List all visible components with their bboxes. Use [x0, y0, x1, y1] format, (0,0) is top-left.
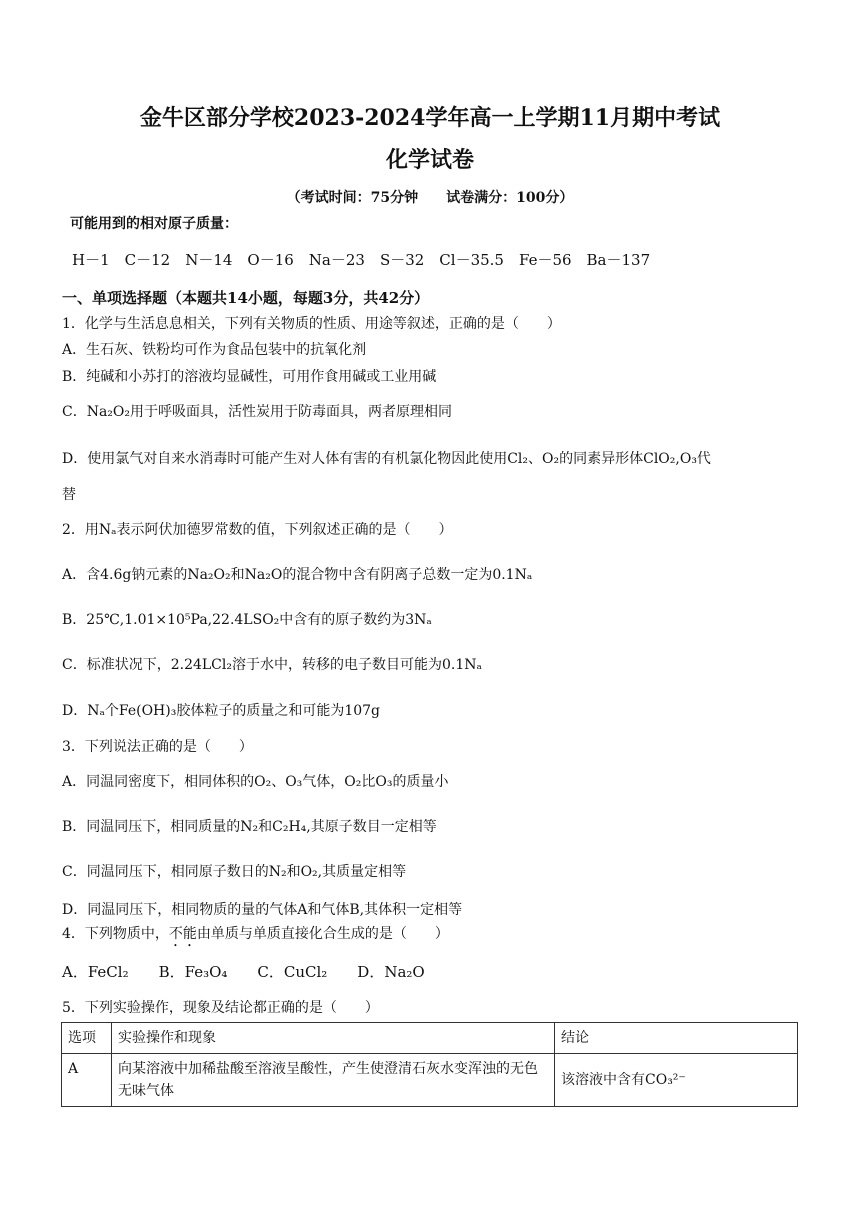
q1-option-c: C．Na₂O₂用于呼吸面具，活性炭用于防毒面具，两者原理相同: [62, 404, 453, 420]
q1-option-b: B．纯碱和小苏打的溶液均显碱性，可用作食用碱或工业用碱: [62, 369, 437, 385]
q4-stem-post: 由单质与单质直接化合生成的是（ ）: [196, 926, 449, 942]
q4-stem-pre: 4．下列物质中，: [62, 926, 169, 942]
table-cell: A: [62, 1054, 112, 1107]
table-header-cell: 实验操作和现象: [112, 1023, 555, 1054]
q3-option-c: C．同温同压下，相同原子数日的N₂和O₂,其质量定相等: [62, 864, 407, 880]
q2-option-a: A．含4.6g钠元素的Na₂O₂和Na₂O的混合物中含有阴离子总数一定为0.1Nₐ: [62, 567, 533, 583]
q3-option-a: A．同温同密度下，相同体积的O₂、O₃气体，O₂比O₃的质量小: [62, 774, 449, 790]
q2-option-b: B．25℃,1.01×10⁵Pa,22.4LSO₂中含有的原子数约为3Nₐ: [62, 612, 432, 628]
table-header-cell: 结论: [555, 1023, 798, 1054]
q4-options: A．FeCl₂ B．Fe₃O₄ C．CuCl₂ D．Na₂O: [62, 963, 425, 981]
q2-option-c: C．标准状况下，2.24LCl₂溶于水中，转移的电子数目可能为0.1Nₐ: [62, 657, 482, 673]
exam-title: 金牛区部分学校2023-2024学年高一上学期11月期中考试: [139, 105, 721, 131]
q5-stem: 5．下列实验操作，现象及结论都正确的是（ ）: [62, 1000, 379, 1016]
q4-stem: [62, 924, 449, 950]
table-cell: 该溶液中含有CO₃²⁻: [555, 1054, 798, 1107]
atomic-mass-values: H－1 C－12 N－14 O－16 Na－23 S－32 Cl－35.5 Fe－56 Ba－137: [72, 251, 651, 269]
table-cell: 向某溶液中加稀盐酸至溶液呈酸性，产生使澄清石灰水变浑浊的无色无味气体: [112, 1054, 555, 1107]
table-header-row: [62, 1023, 798, 1054]
q1-option-d-line2: 替: [62, 487, 76, 503]
q1-option-a: A．生石灰、铁粉均可作为食品包装中的抗氧化剂: [62, 342, 367, 358]
q3-option-d: D．同温同压下，相同物质的量的气体A和气体B,其体积一定相等: [62, 902, 463, 918]
exam-subject: 化学试卷: [385, 147, 474, 173]
q3-option-b: B．同温同压下，相同质量的N₂和C₂H₄,其原子数目一定相等: [62, 819, 437, 835]
q3-stem: 3．下列说法正确的是（ ）: [62, 739, 253, 755]
q2-option-d: D．Nₐ个Fe(OH)₃胶体粒子的质量之和可能为107g: [62, 703, 381, 719]
table-row: [62, 1054, 798, 1107]
q4-stem-emphasis: 不能: [168, 926, 197, 942]
q5-table: [61, 1022, 798, 1107]
q1-option-d-line1: D．使用氯气对自来水消毒时可能产生对人体有害的有机氯化物因此使用Cl₂、O₂的同素异形体ClO₂,O₃代: [62, 451, 711, 467]
section-heading: 一、单项选择题（本题共14小题，每题3分，共42分）: [62, 289, 430, 307]
table-header-cell: 选项: [62, 1023, 112, 1054]
atomic-mass-label: 可能用到的相对原子质量：: [70, 216, 238, 232]
exam-info: （考试时间：75分钟 试卷满分：100分）: [286, 190, 574, 206]
q2-stem: 2．用Nₐ表示阿伏加德罗常数的值，下列叙述正确的是（ ）: [62, 522, 453, 538]
q1-stem: 1．化学与生活息息相关，下列有关物质的性质、用途等叙述，正确的是（ ）: [62, 316, 561, 332]
